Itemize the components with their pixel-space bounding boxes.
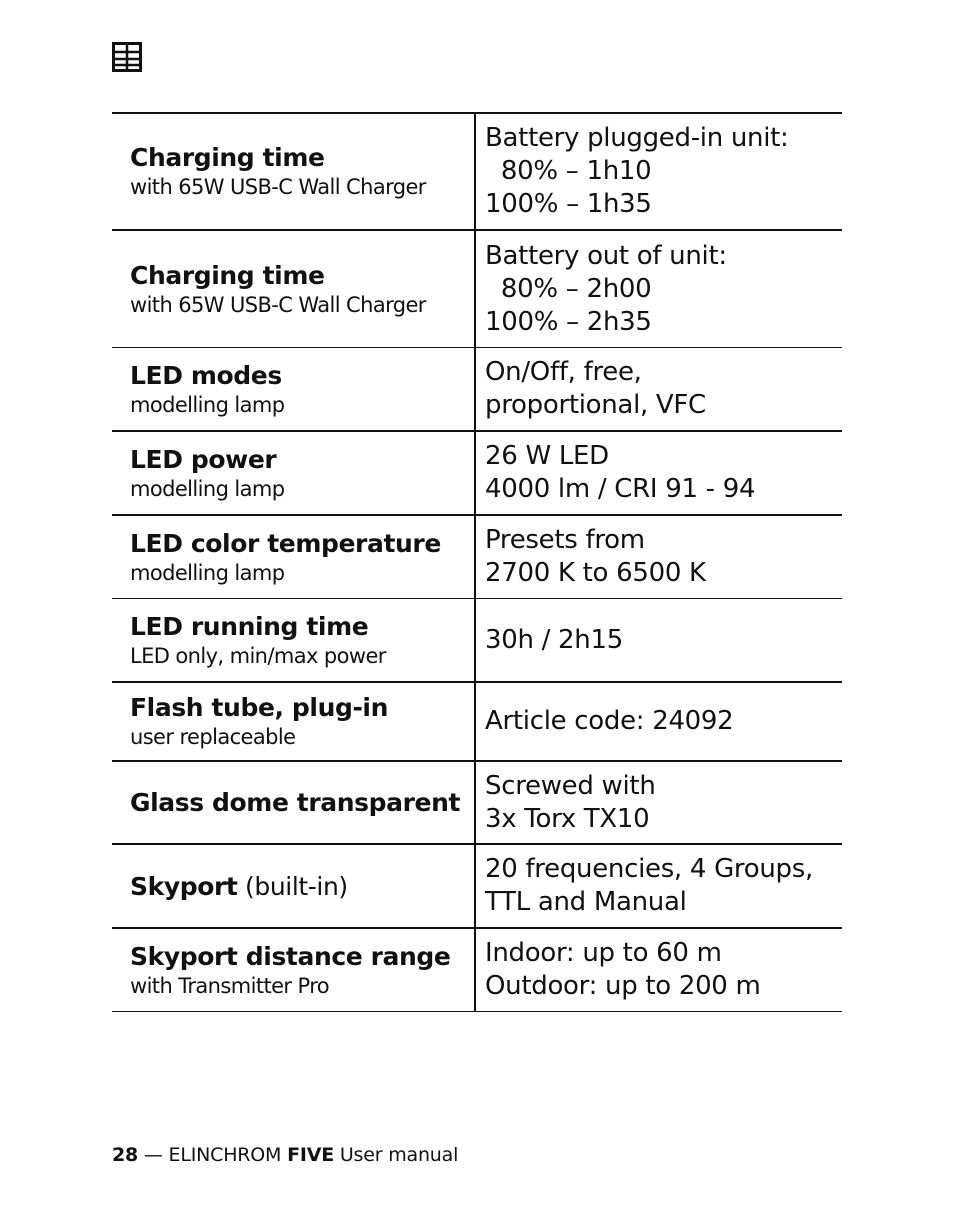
spec-value <box>476 762 842 843</box>
spec-value <box>476 348 842 430</box>
spec-label <box>112 845 476 927</box>
footer-suffix: User manual <box>334 1144 459 1166</box>
spec-value-line: Screwed with <box>485 770 656 801</box>
table-row <box>112 114 842 231</box>
table-row <box>112 599 842 683</box>
spec-title: LED running time <box>130 611 369 641</box>
spec-title-bold: Skyport <box>130 871 238 901</box>
spec-title: Charging time <box>130 260 325 290</box>
spec-value-line: 80% – 1h10 <box>485 156 652 186</box>
spec-title: Flash tube, plug-in <box>130 693 389 722</box>
spec-subtitle: modelling lamp <box>130 476 285 501</box>
spec-value-line: Indoor: up to 60 m <box>485 938 722 968</box>
spec-value-line: Battery out of unit: <box>485 240 727 271</box>
spec-value-line: On/Off, free, <box>485 357 642 387</box>
spec-label <box>112 348 476 430</box>
spec-value <box>476 231 842 347</box>
spec-value-line: 20 frequencies, 4 Groups, <box>485 854 813 884</box>
page-footer <box>112 1144 458 1166</box>
table-row <box>112 231 842 348</box>
spec-label <box>112 683 476 760</box>
spec-label <box>112 599 476 681</box>
spec-label <box>112 432 476 514</box>
spec-value-line: 100% – 2h35 <box>485 306 652 337</box>
spec-value-line: proportional, VFC <box>485 390 706 420</box>
spec-value-line: 4000 lm / CRI 91 - 94 <box>485 474 756 504</box>
spec-title <box>130 871 474 902</box>
manual-logo-icon <box>112 42 142 72</box>
spec-title: Skyport distance range <box>130 941 451 971</box>
spec-value <box>476 683 842 760</box>
spec-subtitle: user replaceable <box>130 725 296 749</box>
spec-title: LED modes <box>130 360 282 390</box>
spec-value-line: Battery plugged-in unit: <box>485 123 789 153</box>
spec-label <box>112 929 476 1011</box>
spec-value <box>476 516 842 598</box>
spec-value-line: 26 W LED <box>485 441 609 471</box>
spec-value <box>476 432 842 514</box>
spec-subtitle: modelling lamp <box>130 392 285 417</box>
spec-title: Glass dome transparent <box>130 788 461 817</box>
spec-title: LED color temperature <box>130 528 441 558</box>
spec-label <box>112 762 476 843</box>
spec-value-line: 2700 K to 6500 K <box>485 558 706 588</box>
spec-value-line: 3x Torx TX10 <box>485 803 650 834</box>
spec-subtitle: LED only, min/max power <box>130 643 386 668</box>
footer-brand: — ELINCHROM <box>138 1144 288 1166</box>
spec-title-suffix: (built-in) <box>237 871 348 901</box>
table-row <box>112 348 842 432</box>
spec-subtitle: modelling lamp <box>130 560 285 585</box>
spec-subtitle: with 65W USB-C Wall Charger <box>130 175 426 199</box>
spec-label <box>112 114 476 229</box>
spec-value <box>476 929 842 1011</box>
spec-value-line: TTL and Manual <box>485 887 687 917</box>
table-row <box>112 516 842 599</box>
footer-product: FIVE <box>287 1144 335 1166</box>
table-row <box>112 762 842 845</box>
spec-table <box>112 112 842 1012</box>
spec-subtitle: with 65W USB-C Wall Charger <box>130 292 426 317</box>
spec-value <box>476 114 842 229</box>
spec-value-line: Article code: 24092 <box>485 706 734 736</box>
page-number: 28 <box>112 1144 139 1166</box>
spec-label <box>112 231 476 347</box>
spec-value-line: Outdoor: up to 200 m <box>485 971 761 1001</box>
spec-label <box>112 516 476 598</box>
spec-value <box>476 599 842 681</box>
table-row <box>112 683 842 762</box>
spec-subtitle: with Transmitter Pro <box>130 973 330 998</box>
spec-value-line: 30h / 2h15 <box>485 624 623 655</box>
table-row <box>112 929 842 1012</box>
spec-title: LED power <box>130 444 277 474</box>
spec-value-line: 100% – 1h35 <box>485 189 652 219</box>
spec-value-line: Presets from <box>485 525 645 555</box>
spec-value <box>476 845 842 927</box>
spec-title: Charging time <box>130 143 325 172</box>
table-row <box>112 845 842 929</box>
spec-value-line: 80% – 2h00 <box>485 273 652 304</box>
table-row <box>112 432 842 516</box>
